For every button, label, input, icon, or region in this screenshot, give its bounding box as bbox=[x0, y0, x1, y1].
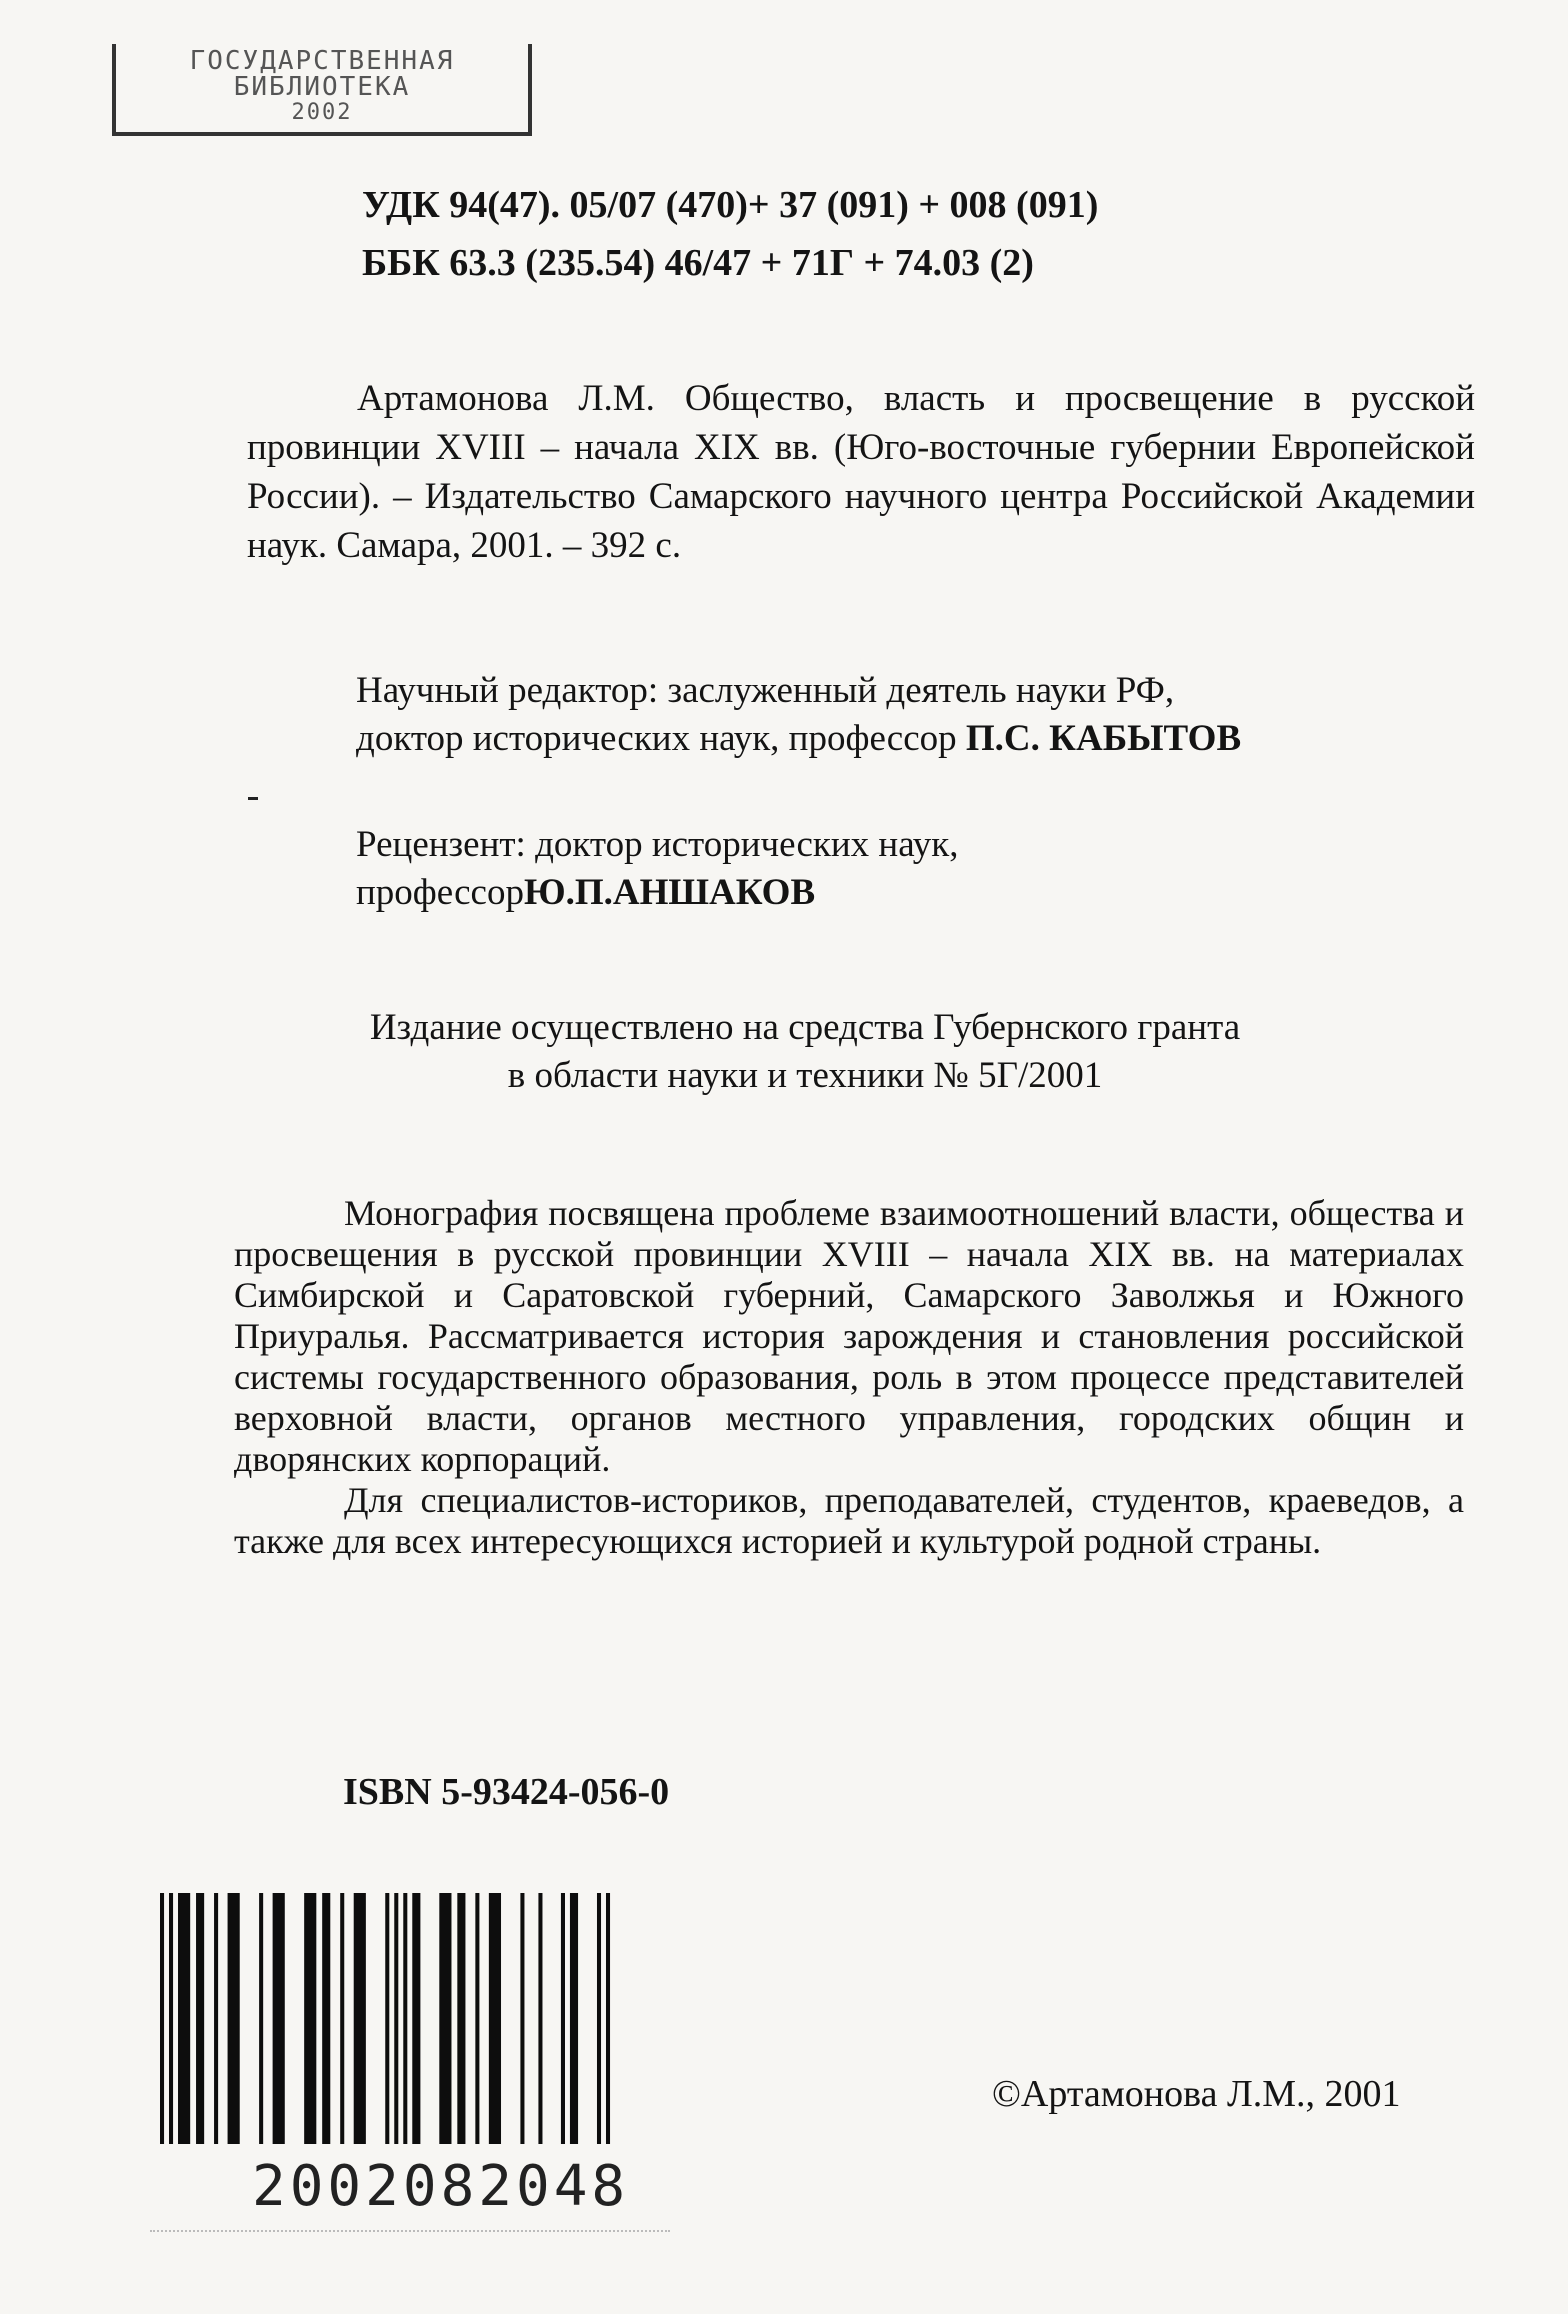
barcode-bar bbox=[597, 1893, 601, 2144]
classification-codes bbox=[362, 176, 1098, 292]
scan-noise bbox=[150, 2230, 670, 2232]
stamp-year: 2002 bbox=[291, 100, 353, 125]
barcode-bar bbox=[439, 1893, 451, 2144]
bibliographic-text: Артамонова Л.М. Общество, власть и просвещение в русской провинции XVIII – начала XIX вв. (Юго-восточные губернии Европейской России). – Издательство Самарского научного центра Российской Академии наук. Самара, 2001. – 392 с. bbox=[247, 378, 1475, 566]
barcode-bar bbox=[322, 1893, 330, 2144]
editor-line-2 bbox=[356, 715, 1241, 763]
reviewer-line-2 bbox=[356, 869, 1241, 917]
barcode-bar bbox=[304, 1893, 316, 2144]
barcode-bar bbox=[561, 1893, 565, 2144]
barcode-bar bbox=[273, 1893, 285, 2144]
margin-mark bbox=[248, 797, 258, 800]
barcode-bar bbox=[412, 1893, 420, 2144]
udk-code: УДК 94(47). 05/07 (470)+ 37 (091) + 008 (091) bbox=[362, 184, 1099, 226]
annotation bbox=[234, 1193, 1464, 1562]
barcode-bar bbox=[570, 1893, 578, 2144]
copyright: ©Артамонова Л.М., 2001 bbox=[992, 2073, 1401, 2115]
barcode-bar bbox=[178, 1893, 190, 2144]
annotation-paragraph-1: Монография посвящена проблеме взаимоотношений власти, общества и просвещения в русской провинции XVIII – начала XIX вв. на материалах Симбирской и Саратовской губерний, Самарского Заволжья и Южного Приуралья. Рассматривается история зарождения и становления российской системы государственного образования, роль в этом процессе представителей верховной власти, органов местного управления, городских общин и дворянских корпораций. bbox=[234, 1193, 1464, 1479]
barcode-bar bbox=[394, 1893, 398, 2144]
reviewer-title: профессор bbox=[356, 872, 524, 913]
bibliographic-record bbox=[247, 374, 1475, 570]
grant-note bbox=[330, 1004, 1280, 1100]
barcode-bar bbox=[160, 1893, 164, 2144]
stamp-line-1: ГОСУДАРСТВЕННАЯ bbox=[189, 46, 455, 76]
reviewer-line-1: Рецензент: доктор исторических наук, bbox=[356, 824, 959, 865]
barcode-bar bbox=[354, 1893, 366, 2144]
barcode bbox=[160, 1893, 615, 2144]
barcode-bar bbox=[169, 1893, 173, 2144]
library-stamp bbox=[112, 44, 532, 136]
grant-line-1: Издание осуществлено на средства Губернского гранта bbox=[369, 1007, 1241, 1048]
grant-line-2: в области науки и техники № 5Г/2001 bbox=[507, 1055, 1103, 1096]
barcode-number: 2002082048 bbox=[252, 2154, 630, 2219]
isbn: ISBN 5-93424-056-0 bbox=[343, 1771, 670, 1813]
barcode-bar bbox=[457, 1893, 465, 2144]
barcode-bar bbox=[520, 1893, 524, 2144]
barcode-bar bbox=[340, 1893, 344, 2144]
editor-title: доктор исторических наук, профессор bbox=[356, 718, 957, 759]
annotation-paragraph-2: Для специалистов-историков, преподавателей, студентов, краеведов, а также для всех интересующихся историей и культурой родной страны. bbox=[234, 1480, 1464, 1561]
barcode-bar bbox=[538, 1893, 542, 2144]
barcode-bar bbox=[475, 1893, 479, 2144]
barcode-bar bbox=[196, 1893, 204, 2144]
reviewer-name: Ю.П.АНШАКОВ bbox=[523, 872, 816, 913]
stamp-line-2: БИБЛИОТЕКА bbox=[233, 72, 411, 102]
barcode-bar bbox=[259, 1893, 263, 2144]
barcode-bar bbox=[403, 1893, 407, 2144]
barcode-bar bbox=[385, 1893, 389, 2144]
barcode-bar bbox=[214, 1893, 218, 2144]
barcode-bar bbox=[228, 1893, 240, 2144]
editor-line-1: Научный редактор: заслуженный деятель науки РФ, bbox=[356, 670, 1175, 711]
barcode-bar bbox=[606, 1893, 610, 2144]
bbk-code: ББК 63.3 (235.54) 46/47 + 71Г + 74.03 (2) bbox=[362, 242, 1034, 284]
credits bbox=[356, 667, 1241, 917]
barcode-bar bbox=[489, 1893, 501, 2144]
editor-name: П.С. КАБЫТОВ bbox=[965, 718, 1242, 759]
